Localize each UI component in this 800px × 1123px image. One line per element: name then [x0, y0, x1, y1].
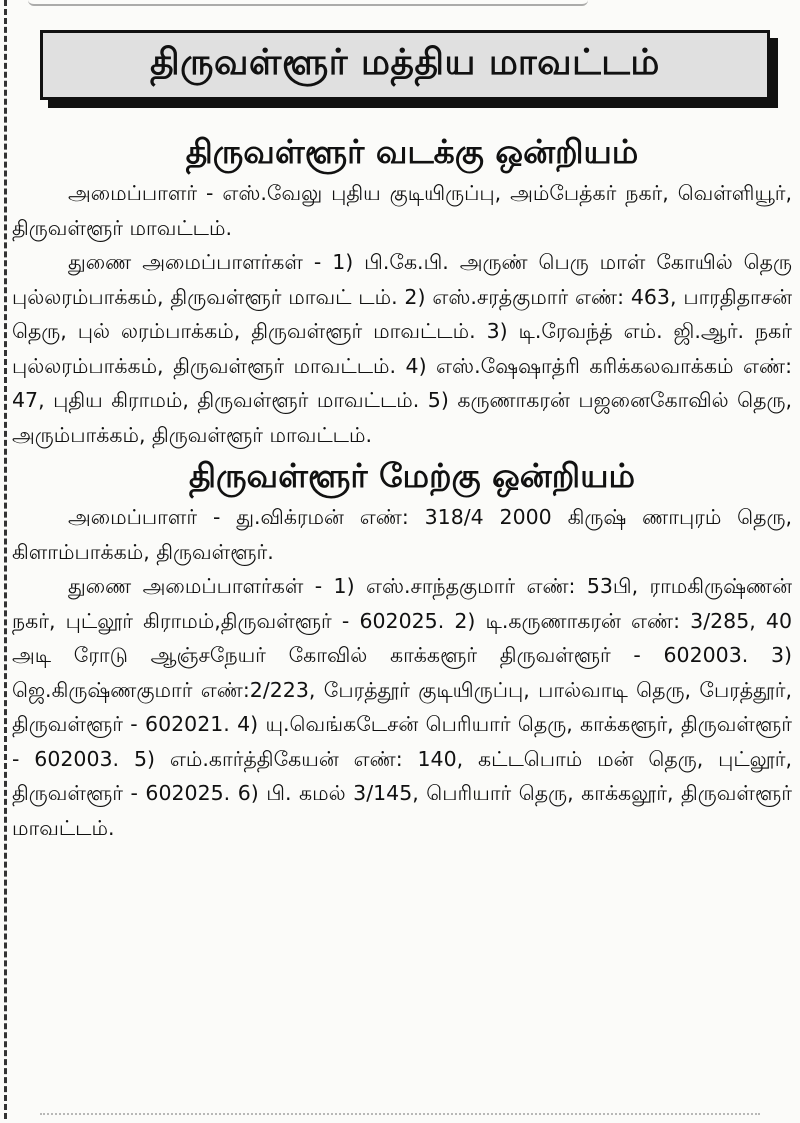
district-title-banner — [40, 30, 770, 100]
page-edge-dashed-line — [4, 0, 7, 1119]
article-body — [12, 128, 792, 845]
west-union-deputies: துணை அமைப்பாளர்கள் - 1) எஸ்.சாந்தகுமார் எண்: 53பி, ராமகிருஷ்ணன் நகர், புட்லூர் கிராமம்,திருவள்ளூர் - 602025. 2) டி.கருணாகரன் எண்: 3/285, 40 அடி ரோடு ஆஞ்சநேயர் கோவில் காக்களூர் திருவள்ளூர் - 602003. 3) ஜெ.கிருஷ்ணகுமார் எண்:2/223, பேரத்தூர் குடியிருப்பு, பால்வாடி தெரு, பேரத்தூர், திருவள்ளூர் - 602021. 4) யு.வெங்கடேசன் பெரியார் தெரு, காக்களூர், திருவள்ளூர் - 602003. 5) எம்.கார்த்திகேயன் எண்: 140, கட்டபொம் மன் தெரு, புட்லூர், திருவள்ளூர் - 602025. 6) பி. கமல் 3/145, பெரியார் தெரு, காக்கலூர், திருவள்ளூர் மாவட்டம். — [12, 574, 792, 840]
north-union-organizer: அமைப்பாளர் - எஸ்.வேலு புதிய குடியிருப்பு, அம்பேத்கர் நகர், வெள்ளியூர், திருவள்ளூர் மாவட்டம். — [12, 181, 792, 240]
previous-column-fragment — [28, 0, 588, 6]
north-union-deputies: துணை அமைப்பாளர்கள் - 1) பி.கே.பி. அருண் பெரு மாள் கோயில் தெரு புல்லரம்பாக்கம், திருவள்ளூர் மாவட் டம். 2) எஸ்.சரத்குமார் எண்: 463, பாரதிதாசன் தெரு, புல் லரம்பாக்கம், திருவள்ளூர் மாவட்டம். 3) டி.ரேவந்த் எம். ஜி.ஆர். நகர் புல்லரம்பாக்கம், திருவள்ளூர் மாவட்டம். 4) எஸ்.ஷேஷாத்ரி கரிக்கலவாக்கம் எண்: 47, புதிய கிராமம், திருவள்ளூர் மாவட்டம். 5) கருணாகரன் பஜனைகோவில் தெரு, அரும்பாக்கம், திருவள்ளூர் மாவட்டம். — [12, 250, 792, 447]
next-column-fragment — [40, 1113, 760, 1123]
west-union-organizer: அமைப்பாளர் - து.விக்ரமன் எண்: 318/4 2000 கிருஷ் ணாபுரம் தெரு, கிளாம்பாக்கம், திருவள்ளூர். — [12, 505, 792, 564]
district-title: திருவள்ளூர் மத்திய மாவட்டம் — [150, 42, 660, 83]
section-heading-west-union: திருவள்ளூர் மேற்கு ஒன்றியம் — [188, 456, 636, 495]
section-heading-north-union: திருவள்ளூர் வடக்கு ஒன்றியம் — [185, 132, 639, 171]
